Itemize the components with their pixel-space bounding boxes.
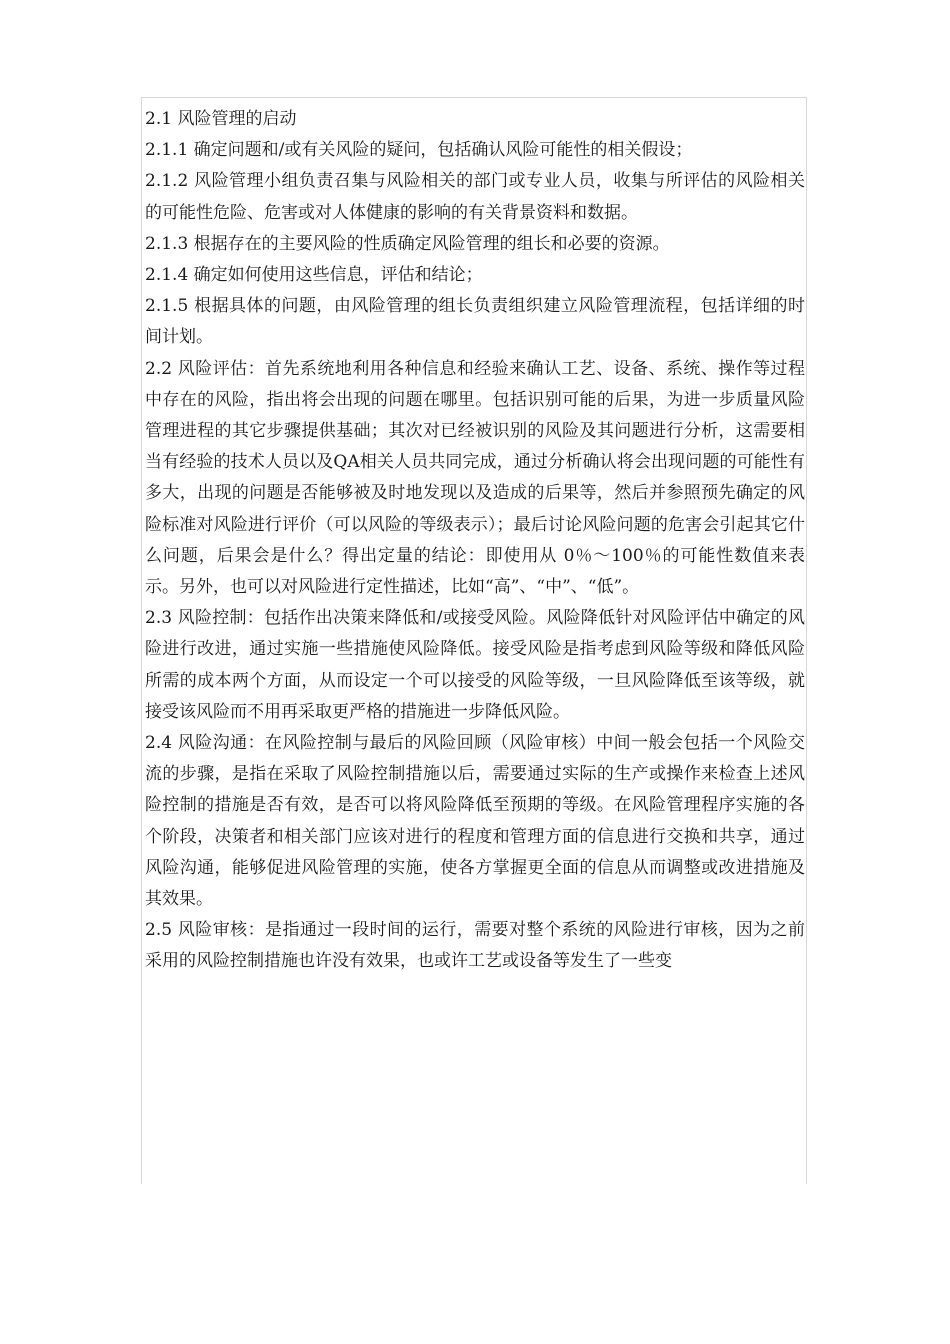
document-body: [145, 104, 805, 978]
paragraph-2-1-2: 2.1.2 风险管理小组负责召集与风险相关的部门或专业人员，收集与所评估的风险相关的可能性危险、危害或对人体健康的影响的有关背景资料和数据。: [145, 171, 805, 223]
paragraph-2-4: 2.4 风险沟通：在风险控制与最后的风险回顾（风险审核）中间一般会包括一个风险交流的步骤，是指在采取了风险控制措施以后，需要通过实际的生产或操作来检查上述风险控制的措施是否有效，是否可以将风险降低至预期的等级。在风险管理程序实施的各个阶段，决策者和相关部门应该对进行的程度和管理方面的信息进行交换和共享，通过风险沟通，能够促进风险管理的实施，使各方掌握更全面的信息从而调整或改进措施及其效果。: [145, 733, 805, 910]
document-page: [141, 97, 807, 1184]
paragraph-2-1-1: 2.1.1 确定问题和/或有关风险的疑问，包括确认风险可能性的相关假设；: [145, 140, 693, 161]
paragraph-2-1-4: 2.1.4 确定如何使用这些信息，评估和结论；: [145, 265, 483, 286]
paragraph-2-2: 2.2 风险评估：首先系统地利用各种信息和经验来确认工艺、设备、系统、操作等过程中存在的风险，指出将会出现的问题在哪里。包括识别可能的后果，为进一步质量风险管理进程的其它步骤提供基础；其次对已经被识别的风险及其问题进行分析，这需要相当有经验的技术人员以及QA相关人员共同完成，通过分析确认将会出现问题的可能性有多大，出现的问题是否能够被及时地发现以及造成的后果等，然后并参照预先确定的风险标准对风险进行评价（可以风险的等级表示）；最后讨论风险问题的危害会引起其它什么问题，后果会是什么？得出定量的结论：即使用从 0％～100％的可能性数值来表示。另外，也可以对风险进行定性描述，比如“高”、“中”、“低”。: [145, 358, 805, 598]
paragraph-2-5: 2.5 风险审核：是指通过一段时间的运行，需要对整个系统的风险进行审核，因为之前采用的风险控制措施也许没有效果，也或许工艺或设备等发生了一些变: [145, 920, 805, 972]
paragraph-2-1-5: 2.1.5 根据具体的问题，由风险管理的组长负责组织建立风险管理流程，包括详细的时间计划。: [145, 296, 805, 348]
paragraph-2-1-3: 2.1.3 根据存在的主要风险的性质确定风险管理的组长和必要的资源。: [145, 233, 670, 254]
paragraph-2-1: 2.1 风险管理的启动: [145, 109, 297, 129]
paragraph-2-3: 2.3 风险控制：包括作出决策来降低和/或接受风险。风险降低针对风险评估中确定的风险进行改进，通过实施一些措施使风险降低。接受风险是指考虑到风险等级和降低风险所需的成本两个方面，从而设定一个可以接受的风险等级，一旦风险降低至该等级，就接受该风险而不用再采取更严格的措施进一步降低风险。: [145, 608, 805, 722]
